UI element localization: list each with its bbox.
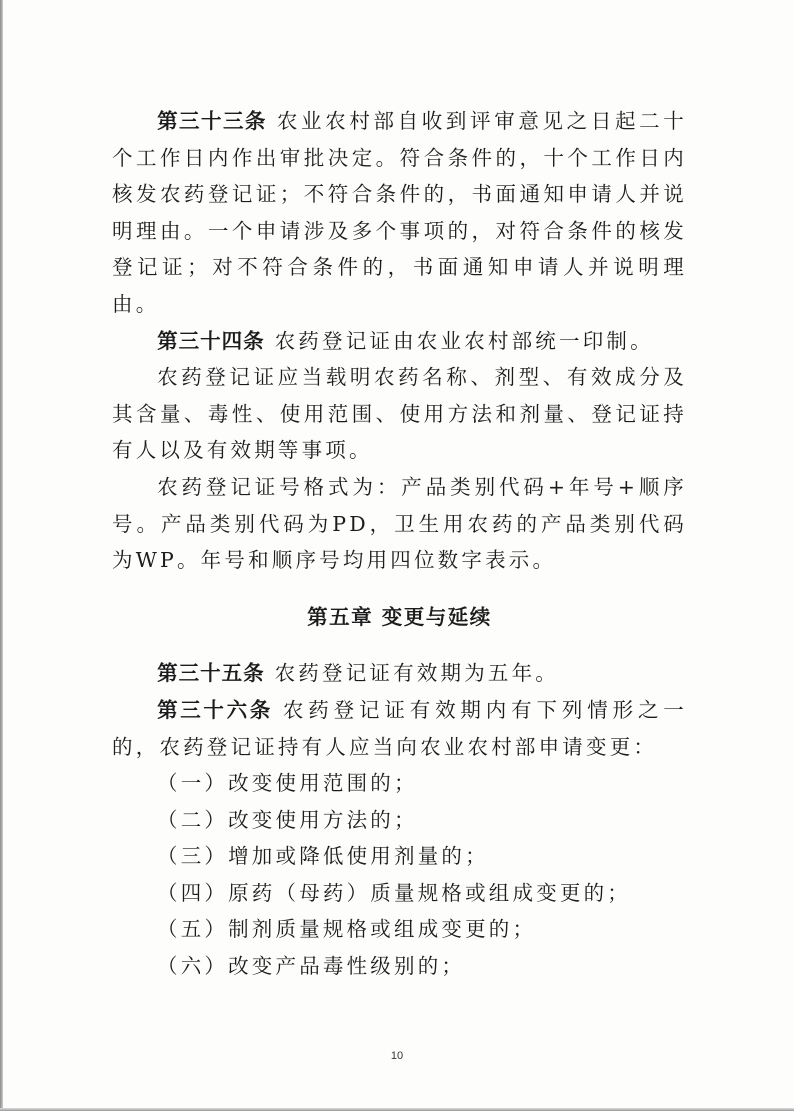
paragraph-text: 农药登记证应当载明农药名称、剂型、有效成分及其含量、毒性、使用范围、使用方法和剂量、登记证持有人以及有效期等事项。 xyxy=(112,365,687,463)
list-item: （四）原药（母药）质量规格或组成变更的； xyxy=(157,880,631,905)
paragraph-article-35 xyxy=(112,655,687,692)
article-number: 第三十五条 xyxy=(157,661,265,686)
list-item: （六）改变产品毒性级别的； xyxy=(157,954,466,979)
list-item: （一）改变使用范围的； xyxy=(157,771,418,796)
paragraph-text: 农药登记证有效期内有下列情形之一的，农药登记证持有人应当向农业农村部申请变更： xyxy=(112,697,688,759)
paragraph-text: 农药登记证由农业农村部统一印制。 xyxy=(274,328,654,353)
paragraph-text: 农药登记证号格式为：产品类别代码+年号+顺序号。产品类别代码为PD，卫生用农药的产品类别代码为WP。年号和顺序号均用四位数字表示。 xyxy=(112,474,687,573)
list-item: （五）制剂质量规格或组成变更的； xyxy=(157,917,537,942)
paragraph-article-33 xyxy=(112,103,687,323)
paragraph-certificate-number-format xyxy=(112,469,687,579)
paragraph-article-34 xyxy=(112,323,687,360)
page-number: 10 xyxy=(390,1050,404,1062)
article-number: 第三十三条 xyxy=(157,109,267,133)
document-body xyxy=(112,103,687,985)
scan-edge-left xyxy=(0,0,3,1111)
paragraph-article-36 xyxy=(112,692,687,765)
paragraph-certificate-contents xyxy=(112,359,687,469)
list-item: （二）改变使用方法的； xyxy=(157,807,418,832)
paragraph-text: 农药登记证有效期为五年。 xyxy=(274,661,559,686)
article-number: 第三十六条 xyxy=(157,697,273,722)
list-item: （三）增加或降低使用剂量的； xyxy=(157,844,489,869)
article-number: 第三十四条 xyxy=(157,328,265,353)
paragraph-text: 农业农村部自收到评审意见之日起二十个工作日内作出审批决定。符合条件的，十个工作日内核发农药登记证；不符合条件的，书面通知申请人并说明理由。一个申请涉及多个事项的，对符合条件的核发登记证；对不符合条件的，书面通知申请人并说明理由。 xyxy=(112,109,687,316)
chapter-heading: 第五章 变更与延续 xyxy=(307,604,492,629)
